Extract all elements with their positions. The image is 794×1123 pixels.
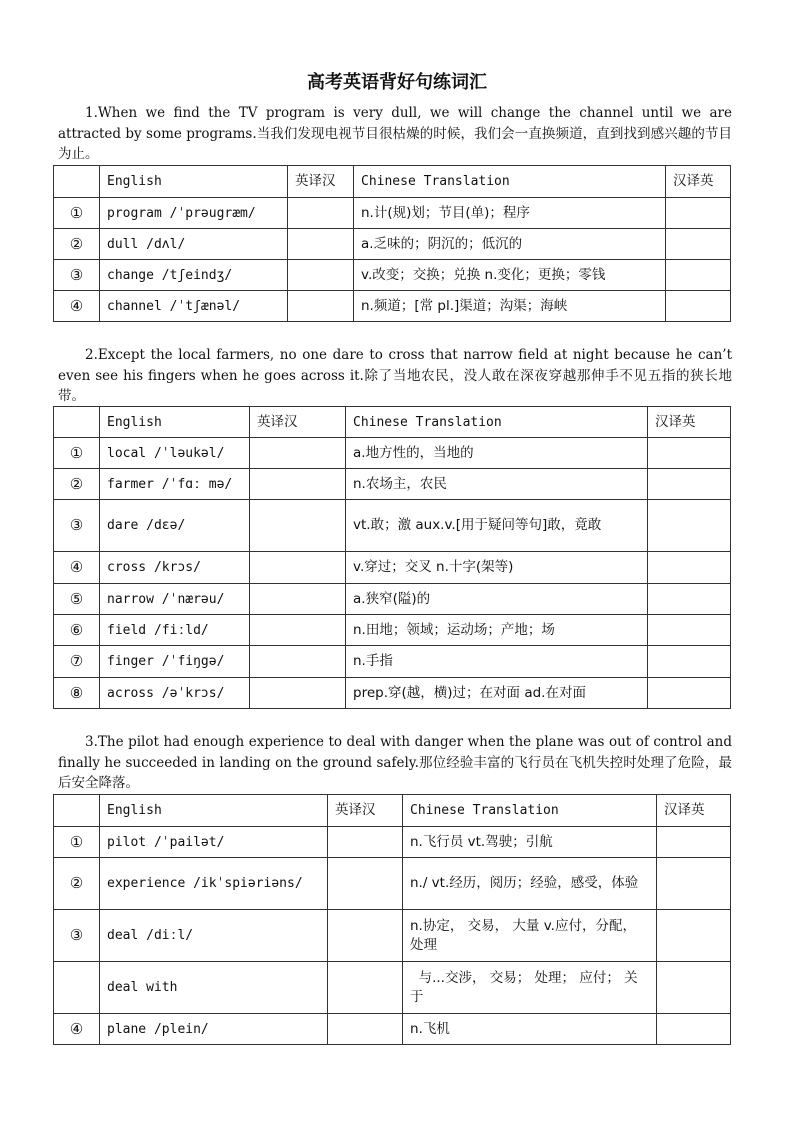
sentence-3: 3.The pilot had enough experience to deal with danger when the plane was out of control and finally he succeeded in landing on the ground safely.那位经验丰富的飞行员在飞机失控时处理了危险，最后安全降落。 bbox=[58, 734, 732, 791]
row-number: ④ bbox=[54, 552, 100, 584]
table-row bbox=[54, 1014, 731, 1045]
row-number: ③ bbox=[54, 260, 100, 291]
chinese-translation: prep.穿(越，横)过；在对面 ad.在对面 bbox=[346, 678, 648, 709]
header-blank bbox=[54, 795, 100, 827]
row-number: ⑧ bbox=[54, 678, 100, 709]
chinese-translation: n.协定， 交易， 大量 v.应付，分配， 处理 bbox=[403, 910, 657, 962]
english-word: experience /ikˈspiəriəns/ bbox=[100, 858, 328, 910]
table-row bbox=[54, 646, 731, 678]
header-chinese-translation: Chinese Translation bbox=[403, 795, 657, 827]
english-word: field /fiːld/ bbox=[100, 615, 250, 646]
english-word: cross /krɔs/ bbox=[100, 552, 250, 584]
row-number: ④ bbox=[54, 291, 100, 322]
row-number: ⑦ bbox=[54, 646, 100, 678]
row-number: ③ bbox=[54, 500, 100, 552]
en-to-cn-blank bbox=[328, 827, 403, 858]
row-number: ① bbox=[54, 438, 100, 469]
english-word: finger /ˈfiŋgə/ bbox=[100, 646, 250, 678]
row-number: ② bbox=[54, 858, 100, 910]
row-number: ① bbox=[54, 198, 100, 229]
table-row bbox=[54, 198, 731, 229]
cn-to-en-blank bbox=[648, 615, 731, 646]
row-number bbox=[54, 962, 100, 1014]
table-row bbox=[54, 910, 731, 962]
table-header-row bbox=[54, 795, 731, 827]
chinese-translation: 与...交涉， 交易； 处理； 应付； 关于 bbox=[403, 962, 657, 1014]
row-number: ② bbox=[54, 229, 100, 260]
chinese-translation: n.农场主，农民 bbox=[346, 469, 648, 500]
header-en-to-cn: 英译汉 bbox=[250, 407, 346, 438]
vocab-table-1 bbox=[53, 165, 731, 322]
cn-to-en-blank bbox=[648, 552, 731, 584]
table-row bbox=[54, 615, 731, 646]
chinese-translation: a.乏味的；阴沉的；低沉的 bbox=[354, 229, 666, 260]
en-to-cn-blank bbox=[328, 1014, 403, 1045]
table-row bbox=[54, 678, 731, 709]
chinese-translation: n.频道；[常 pl.]渠道；沟渠；海峡 bbox=[354, 291, 666, 322]
english-word: across /əˈkrɔs/ bbox=[100, 678, 250, 709]
vocab-table-3 bbox=[53, 794, 731, 1045]
header-chinese-translation: Chinese Translation bbox=[354, 166, 666, 198]
header-cn-to-en: 汉译英 bbox=[657, 795, 731, 827]
cn-to-en-blank bbox=[648, 469, 731, 500]
table-row bbox=[54, 827, 731, 858]
header-english: English bbox=[100, 166, 288, 198]
header-english: English bbox=[100, 407, 250, 438]
cn-to-en-blank bbox=[657, 910, 731, 962]
en-to-cn-blank bbox=[288, 229, 354, 260]
en-to-cn-blank bbox=[250, 646, 346, 678]
english-word: plane /plein/ bbox=[100, 1014, 328, 1045]
table-row bbox=[54, 438, 731, 469]
chinese-translation: v.穿过；交叉 n.十字(架等) bbox=[346, 552, 648, 584]
page-title: 高考英语背好句练词汇 bbox=[307, 72, 487, 93]
header-en-to-cn: 英译汉 bbox=[328, 795, 403, 827]
header-english: English bbox=[100, 795, 328, 827]
cn-to-en-blank bbox=[657, 962, 731, 1014]
table-row bbox=[54, 584, 731, 615]
english-word: dare /dɛə/ bbox=[100, 500, 250, 552]
en-to-cn-blank bbox=[328, 910, 403, 962]
chinese-translation: n.计(规)划；节目(单)；程序 bbox=[354, 198, 666, 229]
row-number: ⑥ bbox=[54, 615, 100, 646]
english-word: farmer /ˈfɑː mə/ bbox=[100, 469, 250, 500]
table-row bbox=[54, 858, 731, 910]
table-row bbox=[54, 500, 731, 552]
table-row bbox=[54, 260, 731, 291]
en-to-cn-blank bbox=[328, 962, 403, 1014]
english-word: pilot /ˈpailət/ bbox=[100, 827, 328, 858]
row-number: ② bbox=[54, 469, 100, 500]
en-to-cn-blank bbox=[288, 291, 354, 322]
english-word: deal /diːl/ bbox=[100, 910, 328, 962]
row-number: ③ bbox=[54, 910, 100, 962]
english-word: dull /dʌl/ bbox=[100, 229, 288, 260]
table-header-row bbox=[54, 166, 731, 198]
chinese-translation: n.飞机 bbox=[403, 1014, 657, 1045]
header-blank bbox=[54, 166, 100, 198]
row-number: ④ bbox=[54, 1014, 100, 1045]
cn-to-en-blank bbox=[648, 678, 731, 709]
row-number: ① bbox=[54, 827, 100, 858]
cn-to-en-blank bbox=[666, 291, 731, 322]
en-to-cn-blank bbox=[288, 260, 354, 291]
en-to-cn-blank bbox=[288, 198, 354, 229]
table-row bbox=[54, 552, 731, 584]
table-row bbox=[54, 469, 731, 500]
chinese-translation: a.狭窄(隘)的 bbox=[346, 584, 648, 615]
cn-to-en-blank bbox=[657, 1014, 731, 1045]
en-to-cn-blank bbox=[250, 552, 346, 584]
chinese-translation: n.田地；领域；运动场；产地；场 bbox=[346, 615, 648, 646]
cn-to-en-blank bbox=[666, 198, 731, 229]
chinese-translation: v.改变；交换；兑换 n.变化；更换；零钱 bbox=[354, 260, 666, 291]
chinese-translation: a.地方性的，当地的 bbox=[346, 438, 648, 469]
cn-to-en-blank bbox=[648, 646, 731, 678]
sentence-2: 2.Except the local farmers, no one dare to cross that narrow field at night because he can’t even see his fingers when he goes across it.除了当地农民，没人敢在深夜穿越那伸手不见五指的狭长地带。 bbox=[58, 347, 732, 404]
cn-to-en-blank bbox=[666, 260, 731, 291]
english-word: channel /ˈtʃænəl/ bbox=[100, 291, 288, 322]
table-row bbox=[54, 229, 731, 260]
en-to-cn-blank bbox=[250, 678, 346, 709]
en-to-cn-blank bbox=[250, 584, 346, 615]
header-en-to-cn: 英译汉 bbox=[288, 166, 354, 198]
en-to-cn-blank bbox=[250, 469, 346, 500]
cn-to-en-blank bbox=[648, 584, 731, 615]
en-to-cn-blank bbox=[328, 858, 403, 910]
chinese-translation: n.手指 bbox=[346, 646, 648, 678]
table-header-row bbox=[54, 407, 731, 438]
english-word: local /ˈləukəl/ bbox=[100, 438, 250, 469]
english-word: change /tʃeindʒ/ bbox=[100, 260, 288, 291]
cn-to-en-blank bbox=[666, 229, 731, 260]
cn-to-en-blank bbox=[657, 827, 731, 858]
chinese-translation: n./ vt.经历，阅历；经验，感受，体验 bbox=[403, 858, 657, 910]
english-word: narrow /ˈnærəu/ bbox=[100, 584, 250, 615]
vocab-table-2 bbox=[53, 406, 731, 709]
en-to-cn-blank bbox=[250, 615, 346, 646]
cn-to-en-blank bbox=[648, 500, 731, 552]
english-word: program /ˈprəugræm/ bbox=[100, 198, 288, 229]
header-cn-to-en: 汉译英 bbox=[666, 166, 731, 198]
header-blank bbox=[54, 407, 100, 438]
en-to-cn-blank bbox=[250, 438, 346, 469]
chinese-translation: vt.敢；激 aux.v.[用于疑问等句]敢，竟敢 bbox=[346, 500, 648, 552]
chinese-translation: n.飞行员 vt.驾驶；引航 bbox=[403, 827, 657, 858]
table-row bbox=[54, 291, 731, 322]
sentence-1: 1.When we find the TV program is very dull, we will change the channel until we are attracted by some programs.当我们发现电视节目很枯燥的时候，我们会一直换频道，直到找到感兴趣的节目为止。 bbox=[58, 105, 732, 162]
en-to-cn-blank bbox=[250, 500, 346, 552]
cn-to-en-blank bbox=[657, 858, 731, 910]
cn-to-en-blank bbox=[648, 438, 731, 469]
header-chinese-translation: Chinese Translation bbox=[346, 407, 648, 438]
row-number: ⑤ bbox=[54, 584, 100, 615]
table-row bbox=[54, 962, 731, 1014]
english-word: deal with bbox=[100, 962, 328, 1014]
header-cn-to-en: 汉译英 bbox=[648, 407, 731, 438]
